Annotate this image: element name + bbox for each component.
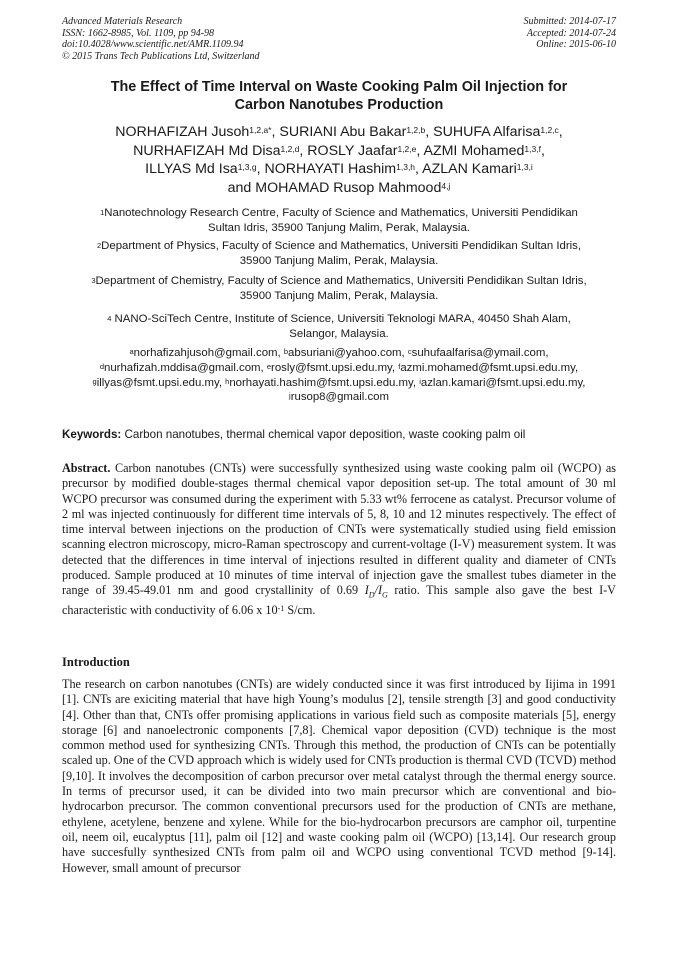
affiliation-text: Department of Physics, Faculty of Science and Mathematics, Universiti Pendidikan Sultan Idris,	[101, 240, 582, 252]
title-line-1: The Effect of Time Interval on Waste Cooking Palm Oil Injection for	[110, 79, 568, 95]
email-address[interactable]: illyas@fsmt.upsi.edu.my,	[96, 376, 226, 389]
affiliation-text: Department of Chemistry, Faculty of Science and Mathematics, Universiti Pendidikan Sultan Idris,	[95, 275, 587, 287]
author-name: NURHAFIZAH Md Disa	[133, 142, 281, 159]
copyright-line: © 2015 Trans Tech Publications Ltd, Switzerland	[62, 50, 260, 62]
author-name: and MOHAMAD Rusop Mahmood	[227, 179, 442, 196]
keywords-text: Carbon nanotubes, thermal chemical vapor deposition, waste cooking palm oil	[121, 428, 526, 441]
email-line-2	[62, 361, 616, 376]
abstract-text: Carbon nanotubes (CNTs) were successfully synthesized using waste cooking palm oil (WCPO) as precursor by modified double-stages thermal chemical vapor deposition set-up. The total amount of 30 ml WCPO precursor was consumed during the experiment with 5.33 wt% ferrocene as catalyst. Precursor volume of 2 ml was injected continuously for different time intervals of 5, 8, 10 and 12 minutes respectively. The effect of time interval between injections on the production of CNTs were systematically studied using field emission scanning electron microscopy, micro-Raman spectroscopy and current-voltage (I-V) measurement system. It was detected that the differences in time interval of injections resulted in different quality and diameter of CNTs produced. Sample produced at 10 minutes of time interval of injection gave the smallest tubes diameter in the range of 39.45-49.01 nm and good crystallinity of 0.69	[62, 461, 616, 598]
author-affiliation-marker: 4,j	[441, 180, 451, 191]
author-name: SUHUFA Alfarisa	[433, 124, 541, 140]
abstract-text: ratio. This sample also gave the best I-V characteristic with conductivity of 6.06 x 10	[62, 583, 616, 618]
author-separator: ,	[425, 124, 434, 140]
keywords	[62, 428, 616, 442]
affiliation-3	[62, 274, 616, 304]
keywords-label: Keywords:	[62, 428, 122, 441]
author-name: SURIANI Abu Bakar	[279, 124, 407, 140]
affiliation-number: 3	[91, 276, 96, 285]
author-affiliation-marker: 1,3,h	[396, 162, 416, 172]
email-marker: g	[92, 376, 97, 386]
affiliation-text: Sultan Idris, 35900 Tanjung Malim, Perak, Malaysia.	[208, 222, 470, 235]
affiliation-number: 1	[100, 208, 105, 217]
online-date: Online: 2015-06-10	[536, 39, 616, 50]
publication-dates	[524, 16, 617, 51]
author-name: ILLYAS Md Isa	[145, 161, 238, 177]
email-marker: i	[419, 376, 421, 386]
email-marker: h	[225, 376, 230, 386]
author-line-3	[60, 160, 618, 179]
author-name: NORHAFIZAH Jusoh	[115, 124, 250, 140]
email-address[interactable]: nurhafizah.mddisa@gmail.com,	[104, 361, 267, 374]
author-list	[60, 123, 618, 197]
section-heading-introduction: Introduction	[62, 655, 130, 669]
doi-line[interactable]: doi:10.4028/www.scientific.net/AMR.1109.94	[62, 39, 244, 50]
author-line-2	[60, 142, 618, 161]
submitted-date: Submitted: 2014-07-17	[523, 16, 616, 27]
author-separator: ,	[256, 161, 265, 177]
affiliation-2	[62, 239, 616, 269]
affiliation-1	[62, 206, 616, 236]
publication-info	[62, 16, 260, 62]
email-address[interactable]: azlan.kamari@fsmt.upsi.edu.my,	[420, 376, 586, 389]
affiliation-number: 4	[107, 314, 112, 323]
author-separator: ,	[540, 142, 545, 159]
author-affiliation-marker: 1,3,g	[237, 162, 257, 172]
author-name: ROSLY Jaafar	[307, 142, 398, 159]
affiliation-text: 35900 Tanjung Malim, Perak, Malaysia.	[239, 255, 439, 268]
author-separator: ,	[271, 124, 280, 140]
email-list	[62, 346, 616, 405]
email-marker: c	[407, 347, 412, 356]
paper-title	[70, 78, 608, 114]
author-separator: ,	[415, 161, 423, 177]
email-address[interactable]: suhufaalfarisa@ymail.com,	[411, 347, 549, 359]
issn-line: ISSN: 1662-8985, Vol. 1109, pp 94-98	[62, 27, 215, 39]
author-affiliation-marker: 1,3,f	[524, 143, 541, 154]
affiliation-number: 2	[96, 241, 102, 250]
email-marker: f	[398, 361, 401, 371]
journal-name: Advanced Materials Research	[62, 16, 183, 27]
affiliation-4	[62, 312, 616, 342]
email-address[interactable]: rusop8@gmail.com	[290, 391, 389, 404]
abstract	[62, 461, 616, 618]
email-marker: b	[283, 347, 289, 356]
author-separator: ,	[558, 124, 563, 140]
email-address[interactable]: norhayati.hashim@fsmt.upsi.edu.my,	[229, 376, 420, 389]
abstract-label: Abstract.	[62, 461, 111, 475]
author-affiliation-marker: 1,3,i	[516, 162, 533, 172]
email-line-3	[62, 376, 616, 391]
author-line-4	[60, 179, 618, 198]
author-affiliation-marker: 1,2,e	[397, 143, 417, 154]
affiliation-text: 35900 Tanjung Malim, Perak, Malaysia.	[239, 290, 439, 303]
email-line-4	[62, 390, 616, 405]
author-line-1	[60, 123, 618, 142]
email-address[interactable]: azmi.mohamed@fsmt.upsi.edu.my,	[400, 361, 579, 374]
author-name: NORHAYATI Hashim	[264, 161, 397, 177]
email-marker: a	[129, 347, 134, 356]
accepted-date: Accepted: 2014-07-24	[526, 27, 616, 39]
email-address[interactable]: rosly@fsmt.upsi.edu.my,	[271, 361, 399, 374]
email-marker: d	[99, 361, 104, 371]
exponent: -1	[277, 604, 285, 614]
email-marker: j	[289, 391, 291, 401]
author-affiliation-marker: 1,2,d	[280, 143, 300, 154]
author-separator: ,	[299, 142, 308, 159]
author-name: AZLAN Kamari	[422, 161, 517, 177]
email-marker: e	[266, 361, 272, 371]
affiliation-text: Nanotechnology Research Centre, Faculty of Science and Mathematics, Universiti Pendidikan	[104, 207, 578, 219]
email-address[interactable]: absuriani@yahoo.com,	[288, 347, 408, 359]
author-affiliation-marker: 1,2,c	[540, 125, 559, 135]
author-name: AZMI Mohamed	[423, 142, 525, 159]
affiliation-text: NANO-SciTech Centre, Institute of Science, Universiti Teknologi MARA, 40450 Shah Alam,	[111, 313, 571, 325]
affiliation-text: Selangor, Malaysia.	[289, 328, 389, 341]
author-affiliation-marker: 1,2,b	[406, 125, 426, 135]
author-separator: ,	[416, 142, 424, 159]
email-address[interactable]: norhafizahjusoh@gmail.com,	[133, 347, 284, 359]
author-affiliation-marker: 1,2,a*	[249, 125, 272, 135]
abstract-text: S/cm.	[284, 603, 316, 618]
title-line-2: Carbon Nanotubes Production	[234, 97, 444, 113]
email-line-1	[62, 346, 616, 361]
introduction-text: The research on carbon nanotubes (CNTs) are widely conducted since it was first introduced by Iijima in 1991 [1]. CNTs are exiciting material that have high Young’s modulus [2], tensile strength [3] and good conductivity [4]. Other than that, CNTs offer promising applications in various field such as composite materials [5], energy storage [6] and nanoelectronic components [7,8]. Chemical vapor deposition (CVD) technique is the most common method used for synthesizing CNTs. Through this method, the production of CNTs can be potentially scaled up. One of the CVD approach which is widely used for CNTs production is thermal CVD (TCVD) method [9,10]. It involves the decomposition of carbon precursor over metal catalyst through the thermal energy source. In terms of precursor used, it can be divided into two main precursor which are conventional and bio-hydrocarbon precursor. The common conventional precursors used for the production of CNTs are methane, ethylene, acetylene, benzene and xylene. While for the bio-hydrocarbon precursors are camphor oil, turpentine oil, neem oil, eucalyptus [11], palm oil [12] and waste cooking palm oil (WCPO) [13,14]. Our research group have succesfully synthesized CNTs from palm oil and WCPO using conventional TCVD method [9-14]. However, small amount of precursor	[62, 677, 616, 875]
intensity-ratio: $I_D/I_G$	[364, 583, 388, 600]
